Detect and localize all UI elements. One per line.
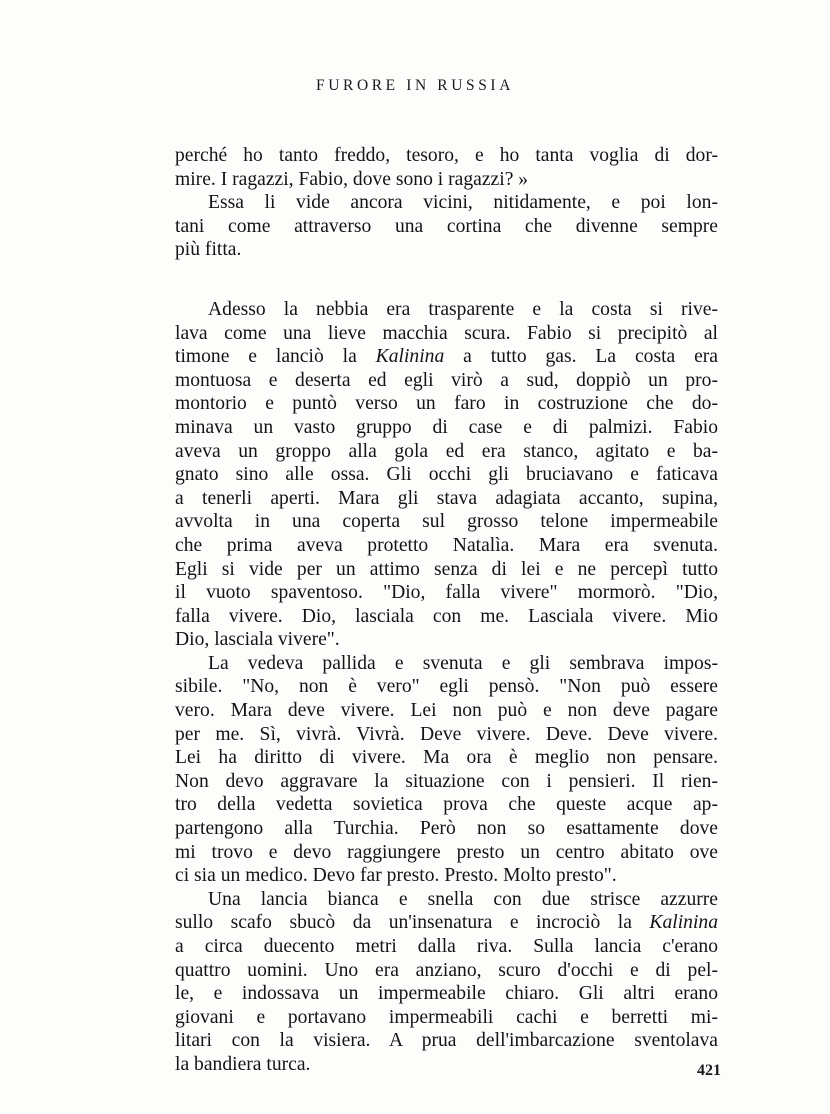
body-text xyxy=(175,144,718,1077)
text-line: falla vivere. Dio, lasciala con me. Lasciala vivere. Mio xyxy=(175,605,718,627)
text-line: gnato sino alle ossa. Gli occhi gli bruciavano e faticava xyxy=(175,464,718,486)
text-line: Adesso la nebbia era trasparente e la costa si rive- xyxy=(208,298,718,320)
text-line: quattro uomini. Uno era anziano, scuro d'occhi e di pel- xyxy=(175,959,718,981)
text-line: il vuoto spaventoso. "Dio, falla vivere" mormorò. "Dio, xyxy=(175,582,718,604)
text-line: Essa li vide ancora vicini, nitidamente, e poi lon- xyxy=(208,192,718,214)
text-line: giovani e portavano impermeabili cachi e berretti mi- xyxy=(175,1006,718,1028)
text-line: Dio, lasciala vivere". xyxy=(175,629,340,651)
text-line: a circa duecento metri dalla riva. Sulla lancia c'erano xyxy=(175,936,718,957)
paragraph xyxy=(175,652,718,888)
italic-name: Kalinina xyxy=(649,912,718,934)
paragraph xyxy=(175,298,718,652)
text-line: avvolta in una coperta sul grosso telone impermeabile xyxy=(175,511,718,533)
running-head: FURORE IN RUSSIA xyxy=(316,77,514,94)
text-line: timone e lanciò la Kalinina a tutto gas. La costa era xyxy=(175,346,718,368)
text-line: Egli si vide per un attimo senza di lei e ne percepì tutto xyxy=(175,558,718,580)
text-line: sibile. "No, non è vero" egli pensò. "Non può essere xyxy=(175,676,718,698)
paragraph xyxy=(175,888,718,1077)
text-line: per me. Sì, vivrà. Vivrà. Deve vivere. Deve. Deve vivere. xyxy=(175,723,718,745)
text-line: tani come attraverso una cortina che divenne sempre xyxy=(175,215,718,237)
text-line: minava un vasto gruppo di case e di palmizi. Fabio xyxy=(175,416,718,438)
text-line: La vedeva pallida e svenuta e gli sembrava impos- xyxy=(208,652,718,674)
text-line: aveva un groppo alla gola ed era stanco, agitato e ba- xyxy=(175,440,718,462)
text-line: partengono alla Turchia. Però non so esattamente dove xyxy=(175,818,718,840)
text-line: montorio e puntò verso un faro in costruzione che do- xyxy=(175,393,718,415)
text-line: che prima aveva protetto Natalìa. Mara era svenuta. xyxy=(175,534,718,556)
paragraph xyxy=(175,191,718,262)
text-line: le, e indossava un impermeabile chiaro. Gli altri erano xyxy=(175,983,718,1005)
text-line: perché ho tanto freddo, tesoro, e ho tanta voglia di dor- xyxy=(175,145,718,166)
paragraph xyxy=(175,144,718,191)
text-line: Una lancia bianca e snella con due strisce azzurre xyxy=(208,888,718,910)
italic-name: Kalinina xyxy=(375,346,445,368)
section-break xyxy=(175,262,718,298)
text-line: mire. I ragazzi, Fabio, dove sono i ragazzi? » xyxy=(175,168,529,190)
text-line: lava come una lieve macchia scura. Fabio si precipitò al xyxy=(175,322,718,344)
text-line: vero. Mara deve vivere. Lei non può e non deve pagare xyxy=(175,700,718,722)
text-line: la bandiera turca. xyxy=(175,1053,311,1075)
text-line: Lei ha diritto di vivere. Ma ora è meglio non pensare. xyxy=(175,747,718,769)
text-line: più fitta. xyxy=(175,239,242,261)
text-line: sullo scafo sbucò da un'insenatura e incrociò la Kalinina xyxy=(175,912,718,934)
text-line: litari con la visiera. A prua dell'imbarcazione sventolava xyxy=(175,1030,718,1052)
text-line: montuosa e deserta ed egli virò a sud, doppiò un pro- xyxy=(175,369,718,391)
page-number: 421 xyxy=(697,1062,721,1079)
text-line: Non devo aggravare la situazione con i pensieri. Il rien- xyxy=(175,770,718,792)
text-line: mi trovo e devo raggiungere presto un centro abitato ove xyxy=(175,841,718,863)
text-line: tro della vedetta sovietica prova che queste acque ap- xyxy=(175,794,718,816)
text-line: ci sia un medico. Devo far presto. Presto. Molto presto". xyxy=(175,865,617,887)
text-line: a tenerli aperti. Mara gli stava adagiata accanto, supina, xyxy=(175,487,718,509)
